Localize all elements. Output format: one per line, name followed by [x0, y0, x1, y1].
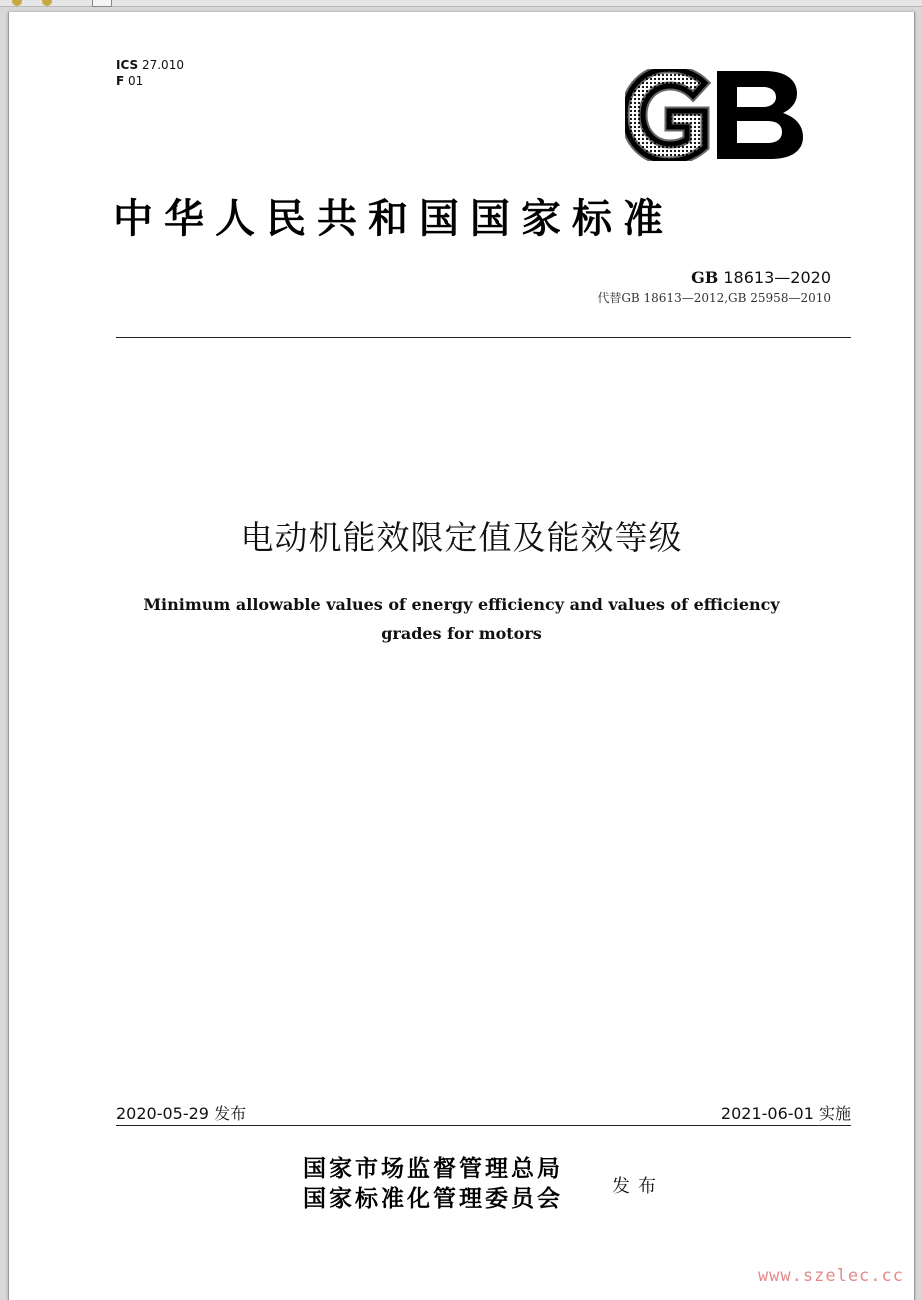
- issuer-line-1: 国家市场监督管理总局: [303, 1155, 563, 1182]
- viewer-toolbar: [0, 0, 922, 7]
- ccs-value: 01: [128, 74, 144, 88]
- standard-number: [691, 268, 831, 287]
- standard-prefix: GB: [691, 268, 719, 287]
- document-title-en: [9, 590, 914, 648]
- ics-value: 27.010: [141, 58, 184, 72]
- page-box-icon[interactable]: [92, 0, 112, 7]
- top-divider: [116, 337, 851, 338]
- replaces-note: 代替GB 18613—2012,GB 25958—2010: [597, 291, 831, 305]
- issuer-line-2: 国家标准化管理委员会: [303, 1185, 563, 1212]
- classification-codes: [116, 57, 184, 89]
- issue-date: 2020-05-29 发布: [116, 1104, 247, 1123]
- document-title-en-line1: Minimum allowable values of energy efficiency and values of efficiency: [143, 595, 780, 614]
- bottom-divider: [116, 1125, 851, 1126]
- forward-icon[interactable]: [42, 0, 52, 6]
- main-title: 中华人民共和国国家标准: [113, 195, 674, 242]
- standard-code: 18613—2020: [723, 268, 831, 287]
- issuing-authorities: [303, 1154, 563, 1214]
- ics-label: ICS: [116, 58, 139, 72]
- gb-logo-icon: [625, 69, 803, 161]
- document-title-cn: 电动机能效限定值及能效等级: [240, 518, 683, 557]
- effective-date: 2021-06-01 实施: [720, 1104, 851, 1123]
- ccs-label: F: [116, 74, 125, 88]
- document-title-en-line2: grades for motors: [381, 624, 542, 643]
- back-icon[interactable]: [12, 0, 22, 6]
- document-page: [8, 12, 915, 1300]
- issue-action: 发布: [612, 1176, 664, 1197]
- site-watermark: www.szelec.cc: [757, 1266, 904, 1286]
